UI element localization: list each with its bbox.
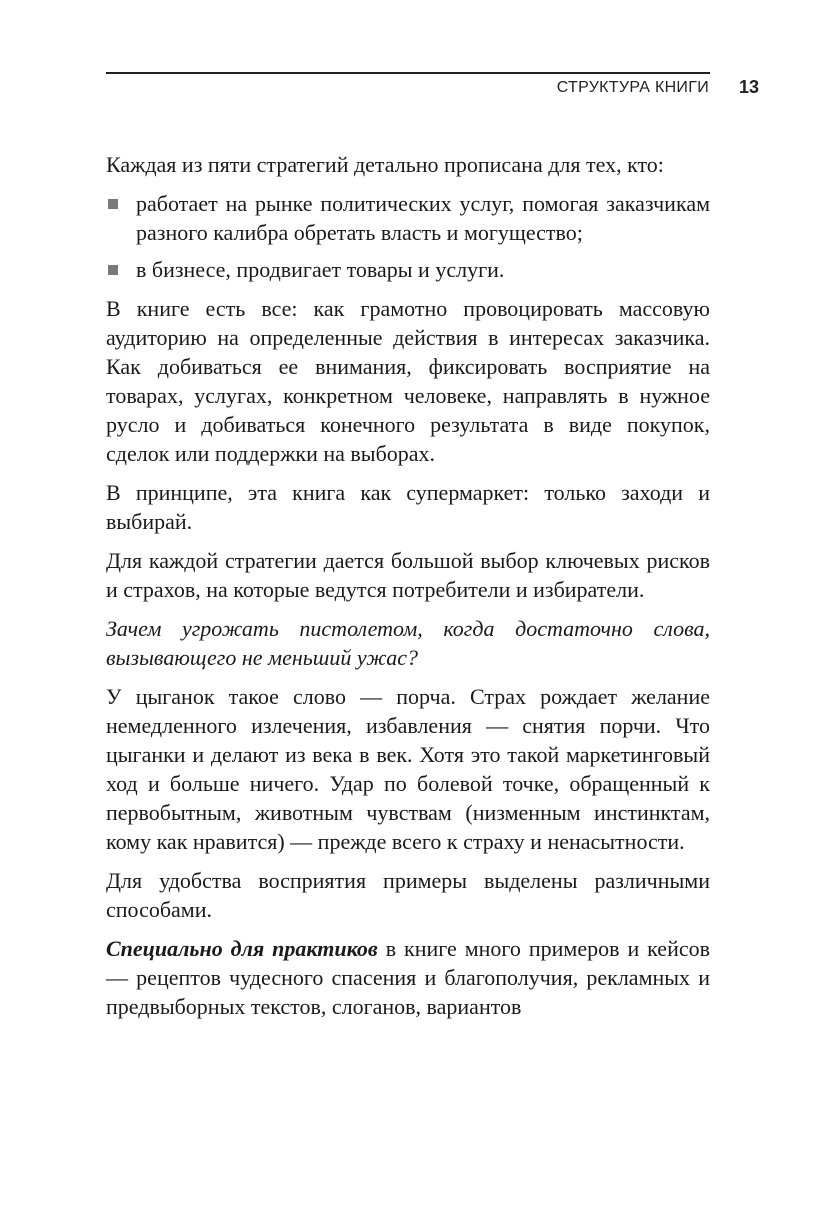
intro-paragraph: Каждая из пяти стратегий детально прописана для тех, кто:	[106, 152, 664, 177]
header-rule	[106, 72, 710, 74]
paragraph-risks: Для каждой стратегии дается большой выбор ключевых рисков и страхов, на которые ведутся потребители и избиратели.	[106, 548, 710, 602]
practitioners-rest: в книге много примеров и кейсов — рецептов чудесного спасения и благополучия, рекламных и предвыборных текстов, слоганов, вариантов	[106, 936, 710, 1019]
paragraph-examples: Для удобства восприятия примеры выделены различными способами.	[106, 868, 710, 922]
paragraph-practitioners	[106, 934, 710, 1021]
list-item-text: в бизнесе, продвигает товары и услуги.	[136, 257, 505, 282]
practitioners-lead: Специально для практиков	[106, 936, 378, 961]
strategy-audience-list	[106, 189, 710, 284]
list-item-text: работает на рынке политических услуг, помогая заказчикам разного калибра обретать власть и могущество;	[136, 191, 710, 245]
paragraph-italic-quote: Зачем угрожать пистолетом, когда достаточно слова, вызывающего не меньший ужас?	[106, 616, 710, 670]
paragraph-gypsies: У цыганок такое слово — порча. Страх рождает желание немедленного излечения, избавления — снятия порчи. Что цыганки и делают из века в век. Хотя это такой маркетинговый ход и больше ничего. Удар по болевой точке, обращенный к первобытным, животным чувствам (низменным инстинктам, кому как нравится) — прежде всего к страху и ненасытности.	[106, 684, 710, 854]
square-bullet-icon	[108, 199, 118, 209]
running-title: СТРУКТУРА КНИГИ	[556, 79, 709, 96]
page-number: 13	[739, 77, 760, 97]
list-item	[106, 255, 710, 284]
paragraph-supermarket: В принципе, эта книга как супермаркет: только заходи и выбирай.	[106, 480, 710, 534]
page-body	[106, 150, 710, 1031]
list-item	[106, 189, 710, 247]
square-bullet-icon	[108, 265, 118, 275]
paragraph-everything: В книге есть все: как грамотно провоцировать массовую аудиторию на определенные действия в интересах заказчика. Как добиваться ее внимания, фиксировать восприятие на товарах, услугах, конкретном человеке, направлять в нужное русло и добиваться конечного результата в виде покупок, сделок или поддержки на выборах.	[106, 296, 710, 466]
